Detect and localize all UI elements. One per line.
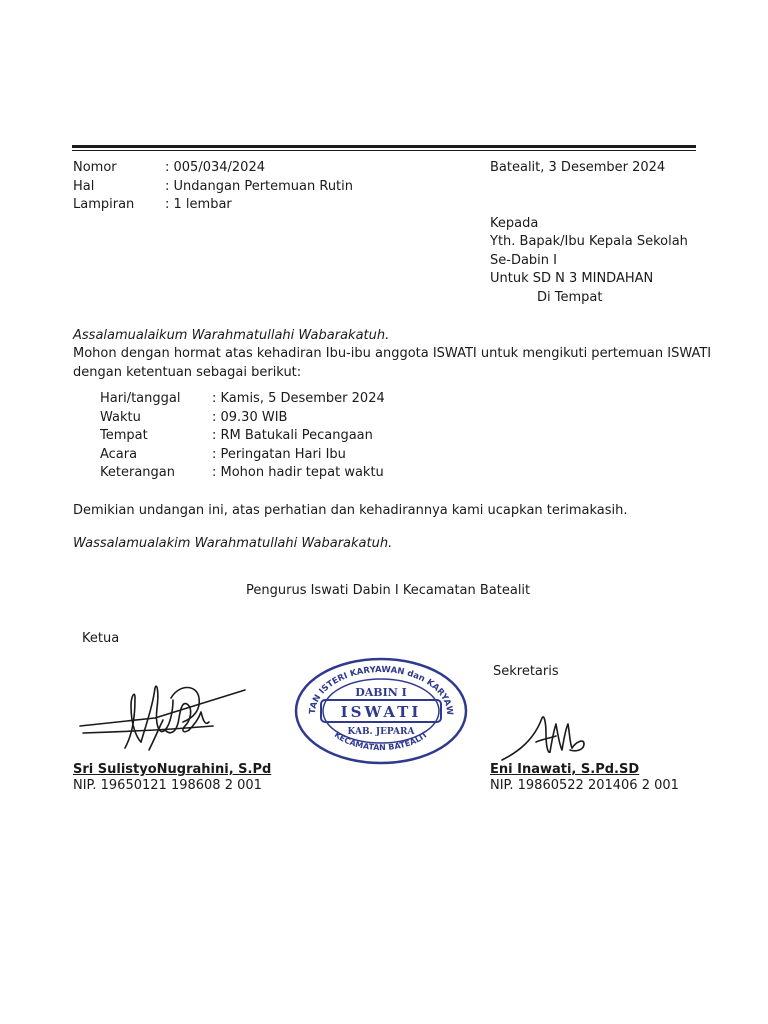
detail-label: Tempat bbox=[100, 428, 148, 443]
chair-role: Ketua bbox=[82, 631, 120, 646]
secretary-role: Sekretaris bbox=[493, 664, 559, 679]
header-rule-thick bbox=[72, 145, 696, 148]
hal-value: : Undangan Pertemuan Rutin bbox=[165, 179, 354, 194]
recipient-line-1: Kepada bbox=[490, 216, 539, 231]
stamp-bottom-text: KECAMATAN BATEALIT bbox=[332, 729, 430, 753]
greeting: Assalamualaikum Warahmatullahi Wabarakatuh. bbox=[73, 328, 390, 343]
chair-signature bbox=[75, 678, 255, 763]
nomor-value: : 005/034/2024 bbox=[165, 160, 265, 175]
detail-value: : Mohon hadir tepat waktu bbox=[212, 465, 384, 480]
recipient-line-4: Untuk SD N 3 MINDAHAN bbox=[490, 271, 654, 286]
stamp-line-1: DABIN I bbox=[355, 686, 407, 699]
stamp-line-3: KAB. JEPARA bbox=[347, 727, 415, 737]
organization-line: Pengurus Iswati Dabin I Kecamatan Batealit bbox=[246, 583, 531, 598]
stamp-line-2: ISWATI bbox=[340, 703, 422, 721]
detail-value: : RM Batukali Pecangaan bbox=[212, 428, 373, 443]
detail-value: : Kamis, 5 Desember 2024 bbox=[212, 391, 385, 406]
farewell-text: Wassalamualakim Warahmatullahi Wabarakatuh. bbox=[73, 536, 393, 551]
detail-label: Acara bbox=[100, 447, 138, 462]
hal-label: Hal bbox=[73, 179, 95, 194]
lampiran-label: Lampiran bbox=[73, 197, 135, 212]
intro-line-1: Mohon dengan hormat atas kehadiran Ibu-ibu anggota ISWATI untuk mengikuti pertemuan ISWATI bbox=[73, 346, 712, 361]
secretary-name: Eni Inawati, S.Pd.SD bbox=[490, 762, 640, 777]
chair-name: Sri SulistyoNugrahini, S.Pd bbox=[73, 762, 272, 777]
detail-value: : 09.30 WIB bbox=[212, 410, 288, 425]
stamp-ring-text: IKATAN ISTERI KARYAWAN dan KARYAWATI bbox=[289, 649, 455, 716]
chair-nip: NIP. 19650121 198608 2 001 bbox=[73, 778, 262, 793]
place-date: Batealit, 3 Desember 2024 bbox=[490, 160, 666, 175]
secretary-nip: NIP. 19860522 201406 2 001 bbox=[490, 778, 679, 793]
recipient-line-2: Yth. Bapak/Ibu Kepala Sekolah bbox=[490, 234, 688, 249]
detail-value: : Peringatan Hari Ibu bbox=[212, 447, 346, 462]
recipient-line-5: Di Tempat bbox=[537, 290, 603, 305]
detail-label: Keterangan bbox=[100, 465, 175, 480]
detail-label: Waktu bbox=[100, 410, 141, 425]
iswati-stamp bbox=[289, 649, 469, 766]
closing-text: Demikian undangan ini, atas perhatian dan kehadirannya kami ucapkan terimakasih. bbox=[73, 503, 628, 518]
detail-label: Hari/tanggal bbox=[100, 391, 181, 406]
recipient-line-3: Se-Dabin I bbox=[490, 253, 557, 268]
intro-line-2: dengan ketentuan sebagai berikut: bbox=[73, 365, 302, 380]
header-rule-thin bbox=[72, 150, 696, 151]
nomor-label: Nomor bbox=[73, 160, 117, 175]
lampiran-value: : 1 lembar bbox=[165, 197, 232, 212]
secretary-signature bbox=[500, 712, 590, 764]
